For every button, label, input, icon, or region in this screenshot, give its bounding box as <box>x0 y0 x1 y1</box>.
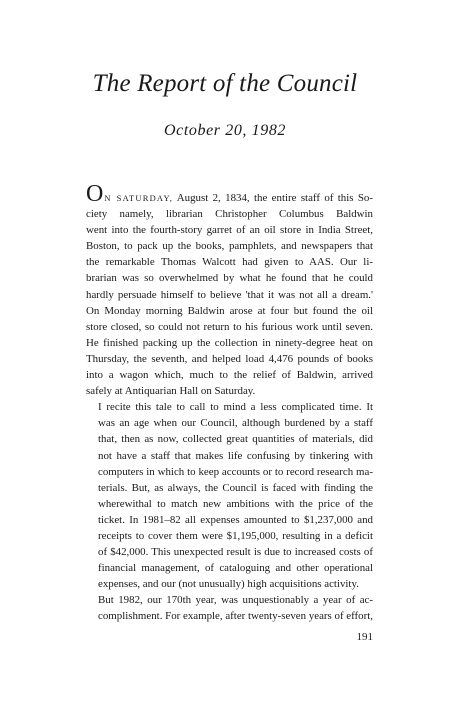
text-line: of $42,000. This unexpected result is due to increased costs of <box>98 546 373 559</box>
text-line: hardly persuade himself to believe 'that it was not all a dream.' <box>86 288 373 301</box>
text-line: store closed, so could not return to his furious work until seven. <box>86 320 373 333</box>
page-title: The Report of the Council <box>92 70 358 97</box>
text-line: He finished packing up the collection in ninety-degree heat on <box>86 336 373 349</box>
text-line: that, then as now, collected great quantities of materials, did <box>98 433 373 446</box>
text-line: ciety namely, librarian Christopher Columbus Baldwin <box>86 208 373 221</box>
text-line: I recite this tale to call to mind a less complicated time. It <box>98 401 373 414</box>
text-line: ON SATURDAY, August 2, 1834, the entire staff of this So- <box>86 181 373 207</box>
text-line: safely at Antiquarian Hall on Saturday. <box>86 385 256 398</box>
text-line: not have a staff that makes life confusing by tinkering with <box>98 449 373 462</box>
text-line: into a wagon which, much to the relief of Baldwin, arrived <box>86 369 373 382</box>
text-line: Thursday, the seventh, and helped load 4,476 pounds of books <box>86 352 373 365</box>
text-line: terials. But, as always, the Council is faced with finding the <box>98 481 373 494</box>
text-line: brarian was so overwhelmed by what he found that he could <box>86 272 373 285</box>
drop-cap: O <box>86 181 104 207</box>
text-line: financial management, of cataloguing and other operational <box>98 562 373 575</box>
text-line: ticket. In 1981–82 all expenses amounted to $1,237,000 and <box>98 513 373 526</box>
text-line: wherewithal to match new ambitions with the price of the <box>98 497 373 510</box>
text-line: receipts to cover them were $1,195,000, resulting in a deficit <box>98 529 373 542</box>
page-number: 191 <box>356 631 373 643</box>
paragraph-3 <box>86 592 373 624</box>
text-line: computers in which to keep accounts or to record research ma- <box>98 465 373 478</box>
report-date: October 20, 1982 <box>163 122 287 139</box>
text-line: On Monday morning Baldwin arose at four but found the oil <box>86 304 373 317</box>
paragraph-1 <box>86 181 373 399</box>
paragraph-2 <box>86 399 373 592</box>
text-line: was an age when our Council, although burdened by a staff <box>98 417 373 430</box>
body-text <box>86 181 373 625</box>
small-caps-lead: N SATURDAY, <box>104 193 174 203</box>
text-line: expenses, and our (not unusually) high acquisitions activity. <box>98 578 359 591</box>
text-line: complishment. For example, after twenty-seven years of effort, <box>98 610 373 623</box>
text-line: went into the fourth-story garret of an oil store in India Street, <box>86 224 373 237</box>
text-line: the remarkable Thomas Walcott had given to AAS. Our li- <box>86 256 373 269</box>
text-line: Boston, to pack up the books, pamphlets, and newspapers that <box>86 240 373 253</box>
text-line: But 1982, our 170th year, was unquestionably a year of ac- <box>98 594 373 607</box>
